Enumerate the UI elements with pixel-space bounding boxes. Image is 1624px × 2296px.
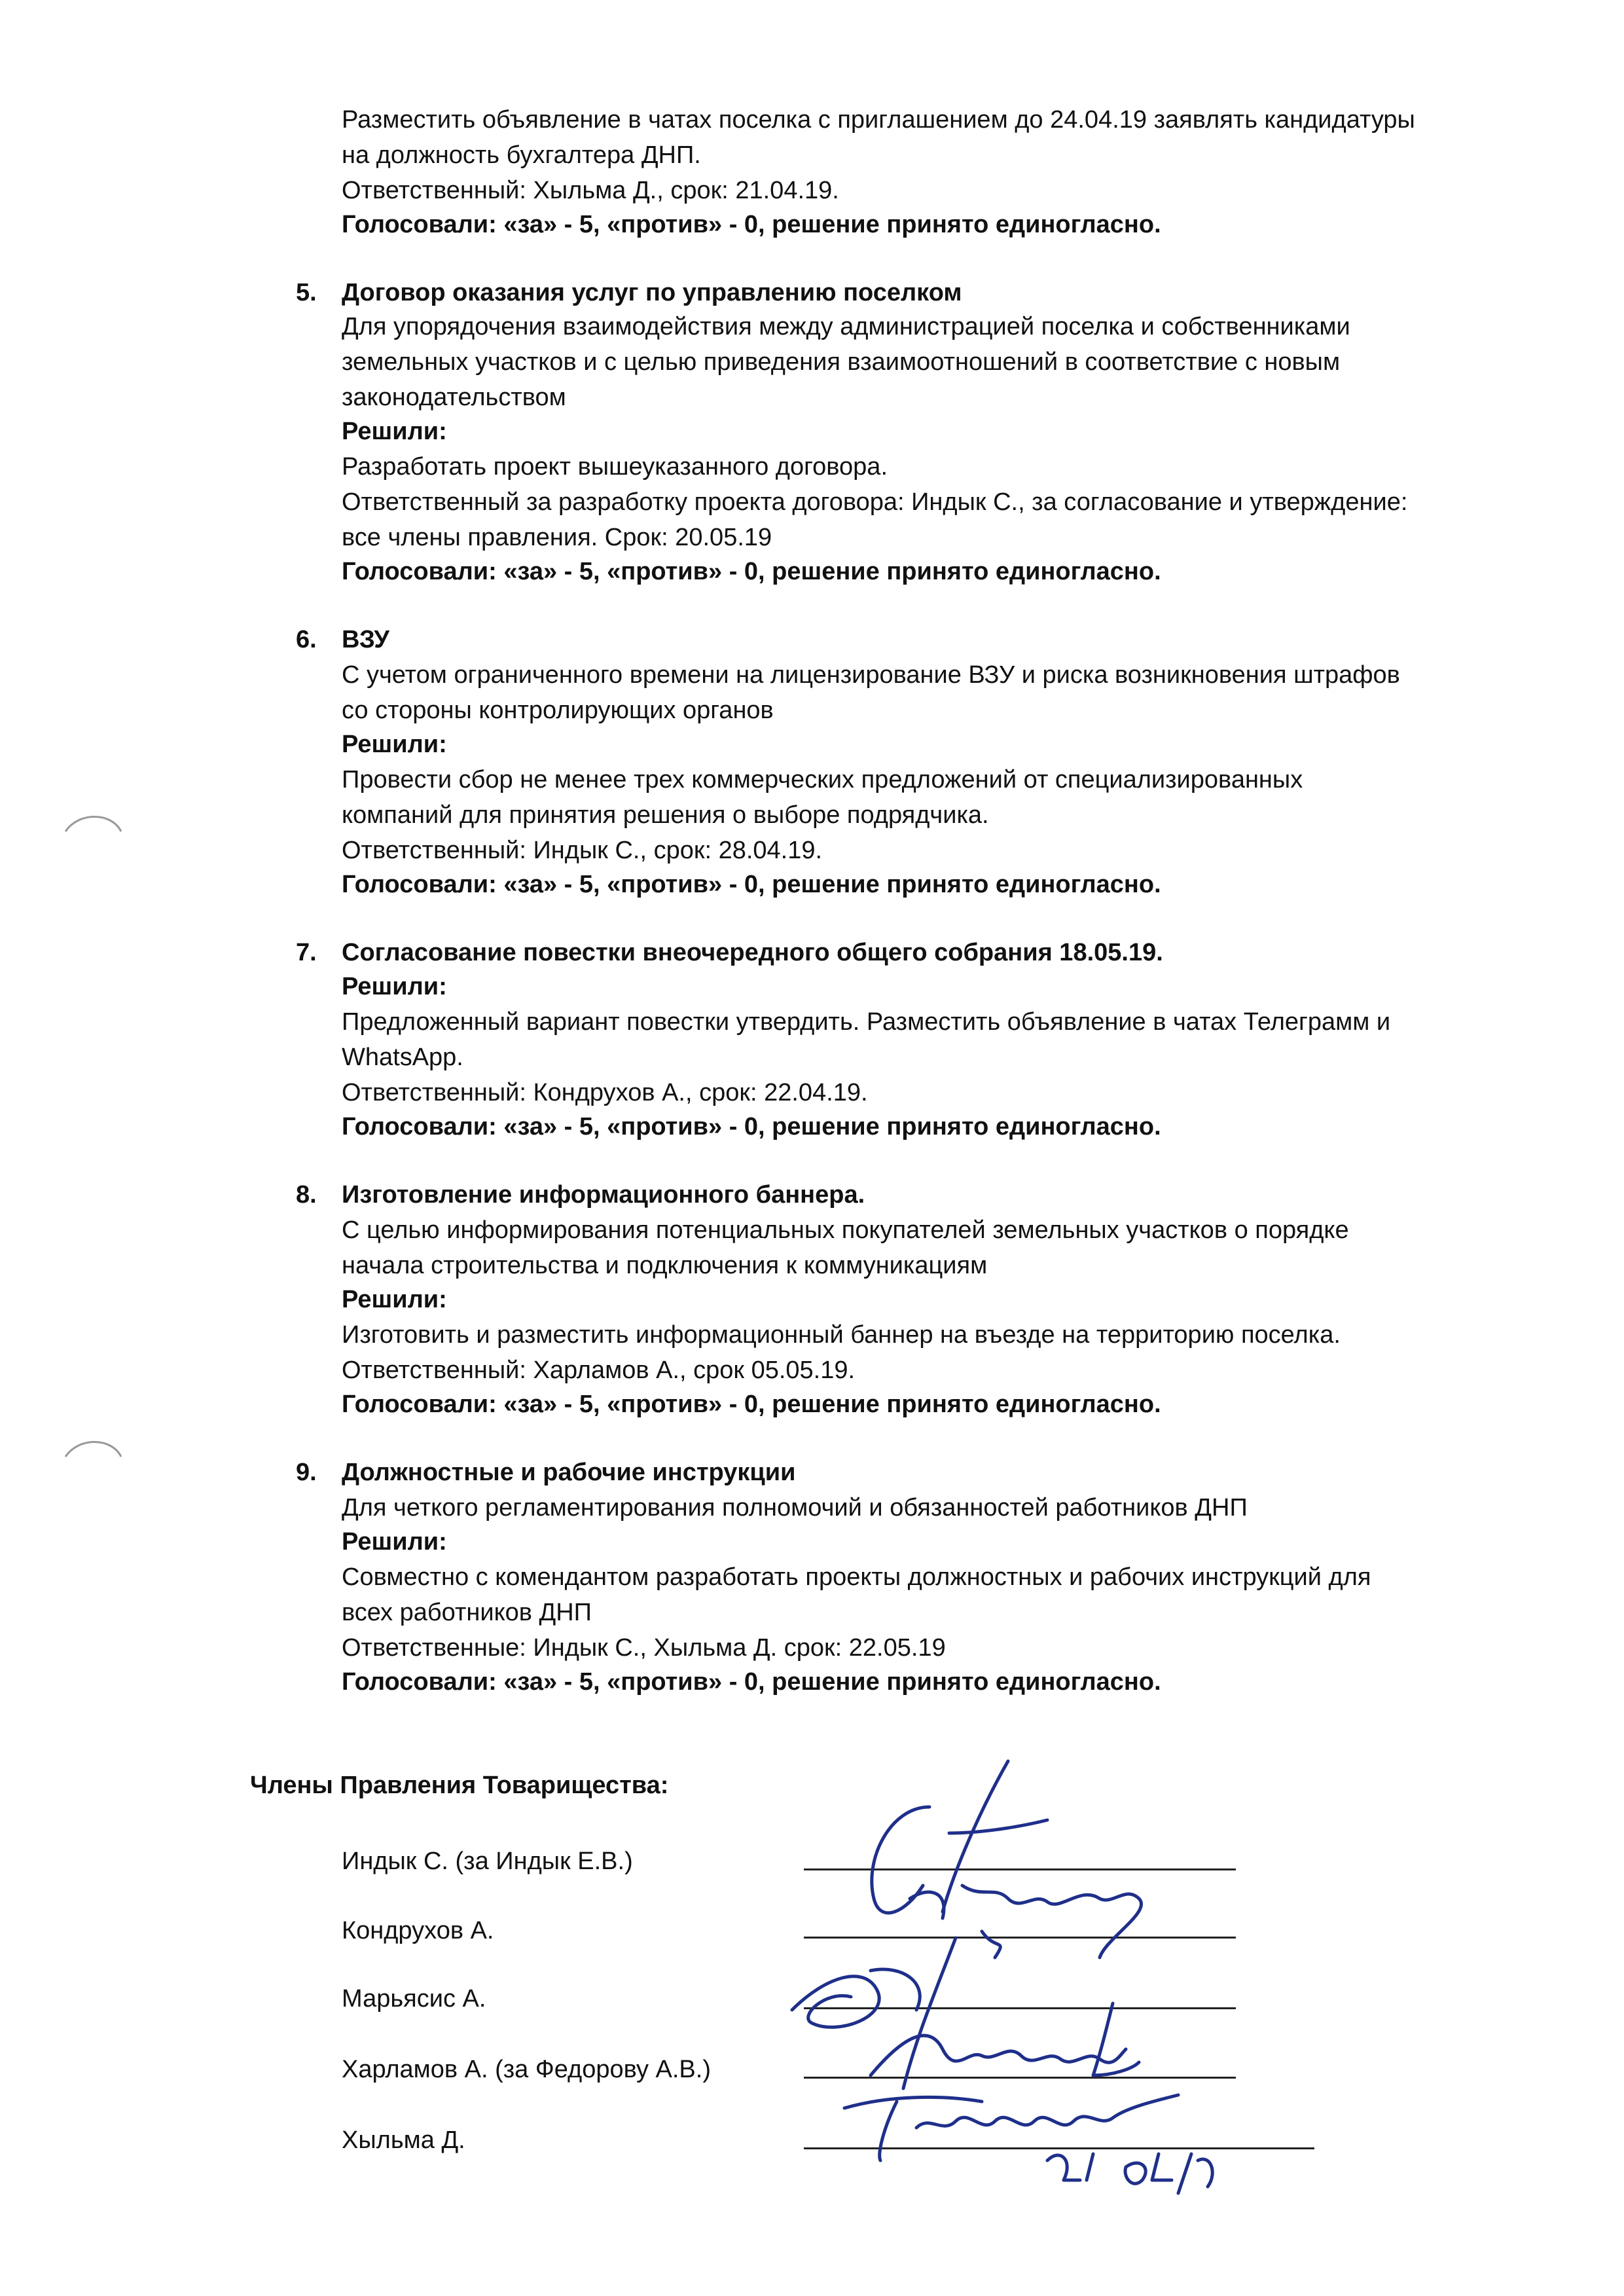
item-9-decided: Решили: [342, 1528, 447, 1556]
item-7-title: Согласование повестки внеочередного общего собрания 18.05.19. [342, 939, 1163, 966]
item-6-decision-1: Провести сбор не менее трех коммерческих предложений от специализированных [342, 766, 1303, 793]
item-6-decision-2: компаний для принятия решения о выборе подрядчика. [342, 801, 989, 829]
item-5-text-1: Для упорядочения взаимодействия между администрацией поселка и собственниками [342, 313, 1350, 340]
intro-vote: Голосовали: «за» - 5, «против» - 0, решение принято единогласно. [342, 211, 1161, 238]
item-6-number: 6. [296, 626, 317, 653]
item-9-decision-1: Совместно с комендантом разработать проекты должностных и рабочих инструкций для [342, 1563, 1371, 1591]
intro-responsible: Ответственный: Хыльма Д., срок: 21.04.19. [342, 177, 839, 204]
item-6-decided: Решили: [342, 731, 447, 758]
signature-line-4 [804, 2077, 1236, 2079]
signature-stroke-1 [872, 1761, 1047, 1913]
item-5-text-3: законодательством [342, 384, 566, 411]
intro-line-2: на должность бухгалтера ДНП. [342, 141, 701, 169]
item-8-decided: Решили: [342, 1286, 447, 1313]
scan-mark-icon [59, 1427, 131, 1480]
signature-stroke-3 [792, 1938, 956, 2088]
item-5-number: 5. [296, 279, 317, 306]
item-7-decision-2: WhatsApp. [342, 1044, 463, 1071]
item-7-decision-1: Предложенный вариант повестки утвердить. Разместить объявление в чатах Телеграмм и [342, 1008, 1391, 1036]
item-5-decided: Решили: [342, 418, 447, 445]
item-9-decision-2: всех работников ДНП [342, 1599, 592, 1626]
item-6-vote: Голосовали: «за» - 5, «против» - 0, решение принято единогласно. [342, 871, 1161, 898]
signature-line-1 [804, 1868, 1236, 1870]
item-6-text-2: со стороны контролирующих органов [342, 697, 774, 724]
item-9-text-1: Для четкого регламентирования полномочий и обязанностей работников ДНП [342, 1494, 1248, 1522]
item-5-title: Договор оказания услуг по управлению поселком [342, 279, 962, 306]
member-name-1: Индык С. (за Индык Е.В.) [342, 1848, 633, 1875]
item-9-vote: Голосовали: «за» - 5, «против» - 0, решение принято единогласно. [342, 1668, 1161, 1696]
item-9-number: 9. [296, 1459, 317, 1486]
members-title: Члены Правления Товарищества: [250, 1772, 669, 1799]
handwritten-date-strokes [1047, 2154, 1212, 2193]
item-5-vote: Голосовали: «за» - 5, «против» - 0, решение принято единогласно. [342, 558, 1161, 585]
item-8-decision-2: Ответственный: Харламов А., срок 05.05.19. [342, 1357, 856, 1384]
item-7-decision-3: Ответственный: Кондрухов А., срок: 22.04.19. [342, 1079, 868, 1106]
signature-stroke-4 [871, 2003, 1139, 2075]
item-8-decision-1: Изготовить и разместить информационный баннер на въезде на территорию поселка. [342, 1321, 1341, 1349]
item-9-title: Должностные и рабочие инструкции [342, 1459, 796, 1486]
signature-line-3 [804, 2007, 1236, 2009]
scan-mark-icon [59, 805, 131, 858]
item-8-vote: Голосовали: «за» - 5, «против» - 0, решение принято единогласно. [342, 1391, 1161, 1418]
signature-stroke-5 [844, 2095, 1178, 2160]
item-6-decision-3: Ответственный: Индык С., срок: 28.04.19. [342, 837, 823, 864]
signature-line-5 [804, 2147, 1314, 2149]
item-6-text-1: С учетом ограниченного времени на лицензирование ВЗУ и риска возникновения штрафов [342, 661, 1400, 689]
member-name-2: Кондрухов А. [342, 1917, 494, 1944]
signature-line-2 [804, 1937, 1236, 1939]
item-8-title: Изготовление информационного баннера. [342, 1181, 865, 1209]
item-8-number: 8. [296, 1181, 317, 1209]
item-5-decision-2: Ответственный за разработку проекта договора: Индык С., за согласование и утверждение: [342, 488, 1408, 516]
member-name-4: Харламов А. (за Федорову А.В.) [342, 2056, 711, 2083]
intro-line-1: Разместить объявление в чатах поселка с приглашением до 24.04.19 заявлять кандидатуры [342, 106, 1415, 134]
signature-stroke-2 [910, 1886, 1142, 1958]
item-8-text-1: С целью информирования потенциальных покупателей земельных участков о порядке [342, 1216, 1349, 1244]
member-name-3: Марьясис А. [342, 1985, 486, 2013]
item-7-vote: Голосовали: «за» - 5, «против» - 0, решение принято единогласно. [342, 1113, 1161, 1140]
item-5-text-2: земельных участков и с целью приведения взаимоотношений в соответствие с новым [342, 348, 1341, 376]
item-9-decision-3: Ответственные: Индык С., Хыльма Д. срок: 22.05.19 [342, 1634, 946, 1662]
item-8-text-2: начала строительства и подключения к коммуникациям [342, 1252, 988, 1279]
item-5-decision-3: все члены правления. Срок: 20.05.19 [342, 524, 772, 551]
item-7-number: 7. [296, 939, 317, 966]
member-name-5: Хыльма Д. [342, 2126, 465, 2154]
item-5-decision-1: Разработать проект вышеуказанного договора. [342, 453, 888, 481]
item-6-title: ВЗУ [342, 626, 389, 653]
item-7-decided: Решили: [342, 973, 447, 1000]
